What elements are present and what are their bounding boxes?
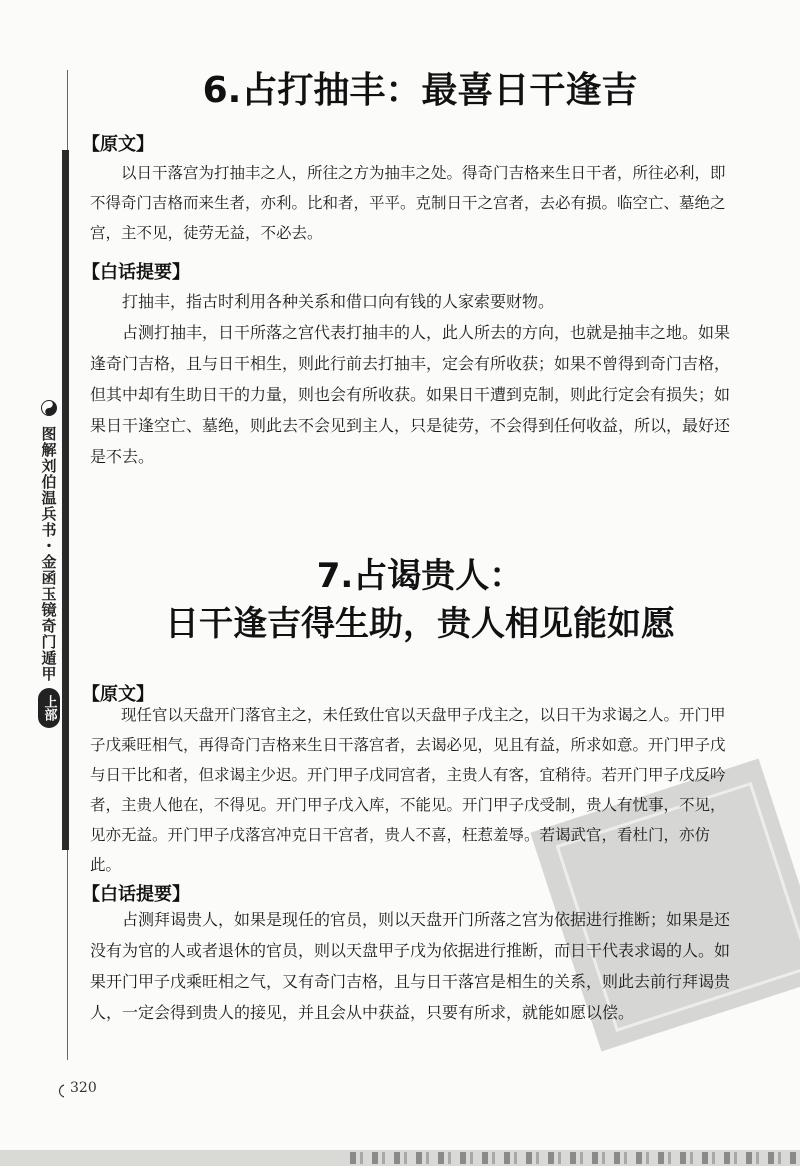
section-7-modern-label: 【白话提要】 <box>82 884 190 905</box>
section-6-modern-text <box>90 286 730 472</box>
section-7-modern-paragraph: 占测拜谒贵人，如果是现任的官员，则以天盘开门所落之宫为依据进行推断；如果是还没有为官的人或者退休的官员，则以天盘甲子戊为依据进行推断，而日干代表求谒的人。如果开门甲子戊乘旺相之气，又有奇门吉格，且与日干落宫是相生的关系，则此去前行拜谒贵人，一定会得到贵人的接见，并且会从中获益，只要有所求，就能如愿以偿。 <box>90 910 731 1022</box>
section-6-title: 6.占打抽丰：最喜日干逢吉 <box>202 70 638 111</box>
yin-yang-icon <box>41 400 57 416</box>
margin-bar <box>62 150 69 850</box>
section-6-original-text <box>90 158 730 248</box>
section-7-title-line-2: 日干逢吉得生助，贵人相见能如愿 <box>165 604 675 644</box>
section-6-modern-label: 【白话提要】 <box>82 262 190 283</box>
page-curl-icon <box>56 1084 66 1098</box>
section-7-original-text <box>90 700 730 880</box>
scan-edge-artifacts <box>350 1152 800 1164</box>
section-6-original-paragraph: 以日干落宫为打抽丰之人，所往之方为抽丰之处。得奇门吉格来生日干者，所往必利，即不得奇门吉格而来生者，亦利。比和者，平平。克制日干之宫者，去必有损。临空亡、墓绝之宫，主不见，徒劳无益，不必去。 <box>90 164 726 242</box>
page-number: 320 <box>70 1080 97 1096</box>
side-book-title: 图解刘伯温兵书・金函玉镜奇门遁甲 <box>39 426 58 682</box>
section-7-title-line-1: 7.占谒贵人： <box>316 556 524 596</box>
section-7-modern-text <box>90 904 730 1028</box>
section-6-modern-paragraph-1: 打抽丰，指古时利用各种关系和借口向有钱的人家索要财物。 <box>122 292 555 311</box>
section-7-original-label: 【原文】 <box>82 684 154 705</box>
section-7-original-paragraph: 现任官以天盘开门落官主之，未任致仕官以天盘甲子戊主之，以日干为求谒之人。开门甲子戊乘旺相气，再得奇门吉格来生日干落宫者，去谒必见，见且有益，所求如意。开门甲子戊与日干比和者，但求谒主少迟。开门甲子戊同宫者，主贵人有客，宜稍待。若开门甲子戊反吟者，主贵人他在，不得见。开门甲子戊入库，不能见。开门甲子戊受制，贵人有忧事，不见，见亦无益。开门甲子戊落宫冲克日干宫者，贵人不喜，枉惹羞辱。若谒武官，看杜门，亦仿此。 <box>90 706 726 874</box>
section-6-original-label: 【原文】 <box>82 134 154 155</box>
section-6-modern-paragraph-2: 占测打抽丰，日干所落之宫代表打抽丰的人，此人所去的方向，也就是抽丰之地。如果逢奇门吉格，且与日干相生，则此行前去打抽丰，定会有所收获；如果不曾得到奇门吉格，但其中却有生助日干的力量，则也会有所收获。如果日干遭到克制，则此行定会有损失；如果日干逢空亡、墓绝，则此去不会见到主人，只是徒劳，不会得到任何收益，所以，最好还是不去。 <box>90 323 731 466</box>
volume-badge: 上部 <box>38 688 60 728</box>
